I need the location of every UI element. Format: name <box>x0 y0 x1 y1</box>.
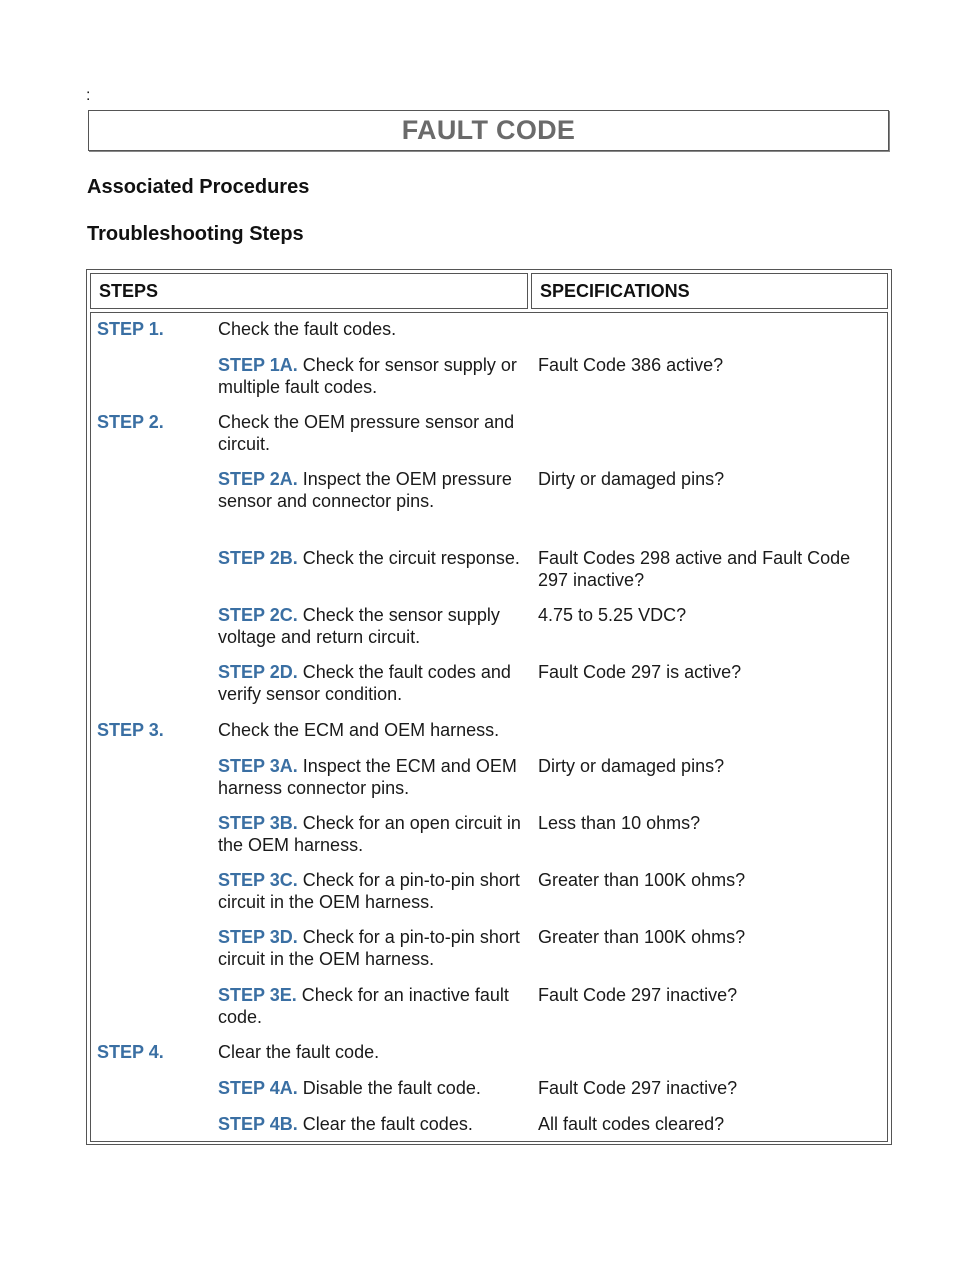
substep-text: Check for sensor supply or multiple fault codes. <box>218 355 517 397</box>
substep-text: Inspect the ECM and OEM harness connector pins. <box>218 756 517 798</box>
substep-label: STEP 4A <box>218 1078 293 1098</box>
substep-cell: STEP 3D. Check for a pin-to-pin short circuit in the OEM harness. <box>218 927 520 969</box>
substep-cell: STEP 2A. Inspect the OEM pressure sensor and connector pins. <box>218 469 512 511</box>
substep-text: Check the sensor supply voltage and return circuit. <box>218 605 500 647</box>
substep-label: STEP 2C <box>218 605 293 625</box>
substep-text: Check for an inactive fault code. <box>218 985 509 1027</box>
page-title: FAULT CODE <box>401 115 576 145</box>
substep-cell: STEP 2D. Check the fault codes and verify sensor condition. <box>218 662 511 704</box>
substep-cell: STEP 1A. Check for sensor supply or multiple fault codes. <box>218 355 517 397</box>
substep-label: STEP 1A <box>218 355 293 375</box>
specification-text: Greater than 100K ohms? <box>538 870 746 890</box>
substep-cell: STEP 3B. Check for an open circuit in the OEM harness. <box>218 813 521 855</box>
substep-cell: STEP 2B. Check the circuit response. <box>218 548 520 568</box>
substep-label: STEP 3C <box>218 870 293 890</box>
page-colon: : <box>86 87 91 104</box>
substep-cell: STEP 3A. Inspect the ECM and OEM harness connector pins. <box>218 756 517 798</box>
title-box <box>88 110 889 151</box>
specification-text: All fault codes cleared? <box>538 1114 725 1134</box>
substep-label: STEP 3D <box>218 927 293 947</box>
substep-label: STEP 3E <box>218 985 292 1005</box>
step-label: STEP 3. <box>97 720 164 740</box>
specification-text: Greater than 100K ohms? <box>538 927 746 947</box>
step-text: Check the ECM and OEM harness. <box>218 720 500 740</box>
substep-label: STEP 3A <box>218 756 293 776</box>
step-text: Check the OEM pressure sensor and circuit. <box>218 412 515 454</box>
specification-text: 4.75 to 5.25 VDC? <box>538 605 687 625</box>
specifications-column-header: SPECIFICATIONS <box>531 273 888 309</box>
specification-text: Dirty or damaged pins? <box>538 756 725 776</box>
substep-label: STEP 2D <box>218 662 293 682</box>
specification-text: Fault Code 297 inactive? <box>538 1078 738 1098</box>
substep-cell: STEP 3C. Check for a pin-to-pin short circuit in the OEM harness. <box>218 870 520 912</box>
substep-text: Clear the fault codes. <box>302 1114 473 1134</box>
substep-text: Check for an open circuit in the OEM harness. <box>218 813 521 855</box>
specification-text: Less than 10 ohms? <box>538 813 701 833</box>
specification-text: Dirty or damaged pins? <box>538 469 725 489</box>
step-text: Clear the fault code. <box>218 1042 380 1062</box>
steps-column-header: STEPS <box>90 273 528 309</box>
substep-cell: STEP 2C. Check the sensor supply voltage and return circuit. <box>218 605 500 647</box>
substep-text: Check the circuit response. <box>302 548 520 568</box>
substep-label: STEP 4B <box>218 1114 293 1134</box>
troubleshooting-steps-heading: Troubleshooting Steps <box>87 223 304 245</box>
specification-text: Fault Code 297 inactive? <box>538 985 738 1005</box>
step-text: Check the fault codes. <box>218 319 397 339</box>
specification-text: Fault Codes 298 active and Fault Code 297 inactive? <box>538 548 851 590</box>
step-label: STEP 2. <box>97 412 164 432</box>
substep-cell: STEP 4B. Clear the fault codes. <box>218 1114 473 1134</box>
substep-label: STEP 3B <box>218 813 293 833</box>
substep-label: STEP 2A <box>218 469 293 489</box>
associated-procedures-heading: Associated Procedures <box>87 176 310 198</box>
substep-cell: STEP 4A. Disable the fault code. <box>218 1078 481 1098</box>
substep-text: Disable the fault code. <box>302 1078 481 1098</box>
step-label: STEP 4. <box>97 1042 164 1062</box>
specification-text: Fault Code 386 active? <box>538 355 724 375</box>
step-label: STEP 1. <box>97 319 164 339</box>
substep-text: Check the fault codes and verify sensor condition. <box>218 662 511 704</box>
substep-text: Inspect the OEM pressure sensor and connector pins. <box>218 469 512 511</box>
substep-label: STEP 2B <box>218 548 293 568</box>
specification-text: Fault Code 297 is active? <box>538 662 742 682</box>
substep-text: Check for a pin-to-pin short circuit in the OEM harness. <box>218 870 520 912</box>
substep-cell: STEP 3E. Check for an inactive fault code. <box>218 985 509 1027</box>
substep-text: Check for a pin-to-pin short circuit in the OEM harness. <box>218 927 520 969</box>
